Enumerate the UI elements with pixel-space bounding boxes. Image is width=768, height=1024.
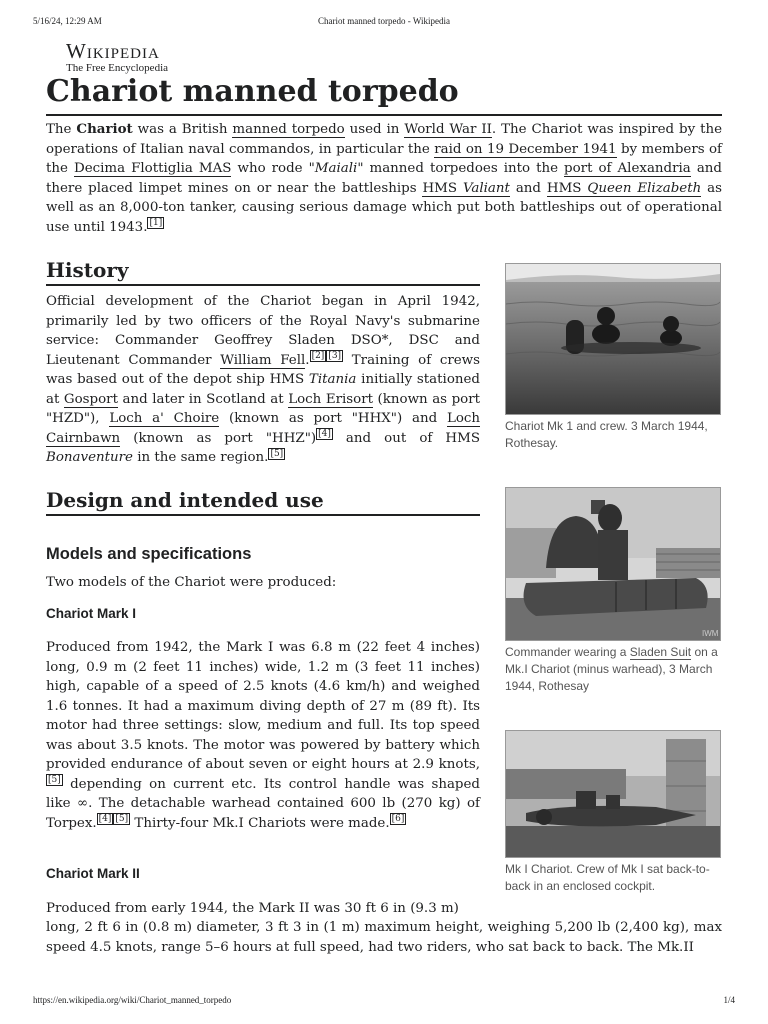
photo-chariot-crew-image — [506, 264, 720, 414]
bold-term: Chariot — [76, 121, 133, 137]
logo-tagline: The Free Encyclopedia — [66, 62, 169, 74]
citation-link[interactable]: [3] — [328, 351, 342, 362]
heading-mark-i: Chariot Mark I — [46, 606, 137, 621]
print-date: 5/16/24, 12:29 AM — [33, 16, 102, 26]
heading-history: History — [46, 256, 480, 286]
figure-caption: Commander wearing a Sladen Suit on a Mk.I Chariot (minus warhead), 3 March 1944, Rothesay — [505, 645, 718, 693]
figure-chariot-crew — [505, 263, 720, 452]
photo-mk1-chariot[interactable] — [505, 730, 721, 858]
link-gosport[interactable]: Gosport — [63, 391, 118, 407]
mark-i-paragraph: Produced from 1942, the Mark I was 6.8 m (22 feet 4 inches) long, 0.9 m (2 feet 11 inches) wide, 1.2 m (3 feet 11 inches) high, capable of a speed of 2.5 knots (4.6 km/h) and weighed 1.6 tonnes. It had a maximum diving depth of 27 m (89 ft). Its motor had three settings: slow, medium and full. Its top speed was about 3.5 knots. The motor was powered by battery which provided endurance of about seven or eight hours at 2.9 knots,[5] depending on current etc. Its control handle was shaped like ∞. The detachable warhead contained 600 lb (270 kg) of Torpex. [4] [5] Thirty-four Mk.I Chariots were made. [6] — [46, 640, 480, 831]
link-manned-torpedo[interactable]: manned torpedo — [232, 122, 345, 137]
figure-caption: Mk I Chariot. Crew of Mk I sat back-to-back in an enclosed cockpit. — [505, 862, 710, 893]
citation-link[interactable]: [5] — [270, 448, 284, 459]
link-hms-valiant[interactable]: HMS Valiant — [422, 180, 510, 196]
link-loch-cairnbawn[interactable]: Loch Cairnbawn — [46, 411, 481, 446]
photo-commander-chariot-image — [506, 488, 720, 640]
photo-mk1-chariot-image — [506, 731, 720, 857]
heading-models: Models and specifications — [46, 545, 252, 563]
heading-mark-ii: Chariot Mark II — [46, 866, 140, 881]
citation-link[interactable]: [2] — [311, 351, 325, 362]
figure-caption: Chariot Mk 1 and crew. 3 March 1944, Rothesay. — [505, 419, 708, 450]
iwm-watermark: IWM — [702, 629, 719, 638]
intro-paragraph: The Chariot was a British manned torpedo used in World War II. The Chariot was inspired by the operations of Italian naval commandos, in particular the raid on 19 December 1941 by members of the Decima Flottiglia MAS who rode "Maiali" manned torpedoes into the port of Alexandria and there placed limpet mines on or near the battleships HMS Valiant and HMS Queen Elizabeth as well as an 8,000-ton tanker, causing serious damage which put both battleships out of operational use until 1943. [1] — [46, 121, 723, 235]
figure-commander-sladen-suit — [505, 487, 720, 695]
link-william-fell[interactable]: William Fell — [220, 352, 306, 368]
citation-link[interactable]: [5] — [115, 814, 129, 825]
citation-link[interactable]: [4] — [98, 814, 112, 825]
link-port-of-alexandria[interactable]: port of Alexandria — [564, 161, 691, 176]
link-decima-flottiglia[interactable]: Decima Flottiglia MAS — [73, 161, 232, 176]
photo-chariot-crew[interactable] — [505, 263, 721, 415]
heading-design: Design and intended use — [46, 486, 480, 516]
logo-wordmark: Wikipedia — [66, 39, 160, 63]
citation-link[interactable]: [1] — [149, 218, 163, 229]
link-world-war-ii[interactable]: World War II — [404, 122, 492, 137]
link-hms-queen-elizabeth[interactable]: HMS Queen Elizabeth — [546, 180, 702, 196]
link-loch-erisort[interactable]: Loch Erisort — [288, 391, 373, 407]
link-sladen-suit[interactable]: Sladen Suit — [629, 645, 692, 659]
citation-link[interactable]: [6] — [391, 814, 405, 825]
wikipedia-logo[interactable] — [66, 40, 168, 74]
link-loch-a-choire[interactable]: Loch a' Choire — [109, 411, 220, 426]
models-intro: Two models of the Chariot were produced: — [46, 575, 337, 590]
figure-mk1-chariot — [505, 730, 720, 895]
print-url: https://en.wikipedia.org/wiki/Chariot_manned_torpedo — [33, 995, 232, 1005]
print-title: Chariot manned torpedo - Wikipedia — [318, 16, 450, 26]
history-paragraph: Official development of the Chariot began in April 1942, primarily led by two officers of the Royal Navy's submarine service: Commander Geoffrey Sladen DSO*, DSC and Lieutenant Commander William Fell. [2] [3] Training of crews was based out of the depot ship HMS Titania initially stationed at Gosport and later in Scotland at Loch Erisort (known as port "HZD"), Loch a' Choire (known as port "HHX") and Loch Cairnbawn (known as port "HHZ") [4] and out of HMS Bonaventure in the same region. [5] — [46, 294, 481, 465]
link-raid-alexandria[interactable]: raid on 19 December 1941 — [434, 141, 617, 157]
citation-link[interactable]: [5] — [48, 775, 61, 786]
photo-commander-chariot[interactable] — [505, 487, 721, 641]
page-number: 1/4 — [723, 995, 735, 1005]
citation-link[interactable]: [4] — [318, 429, 331, 440]
page-title: Chariot manned torpedo — [46, 72, 722, 116]
mark-ii-paragraph: long, 2 ft 6 in (0.8 m) diameter, 3 ft 3 in (1 m) maximum height, weighing 5,200 lb (2,400 kg), max speed 4.5 knots, range 5–6 hours at full speed, had two riders, who sat back to back. The Mk.II — [46, 920, 722, 955]
mark-ii-first-line: Produced from early 1944, the Mark II was 30 ft 6 in (9.3 m) — [46, 901, 459, 916]
